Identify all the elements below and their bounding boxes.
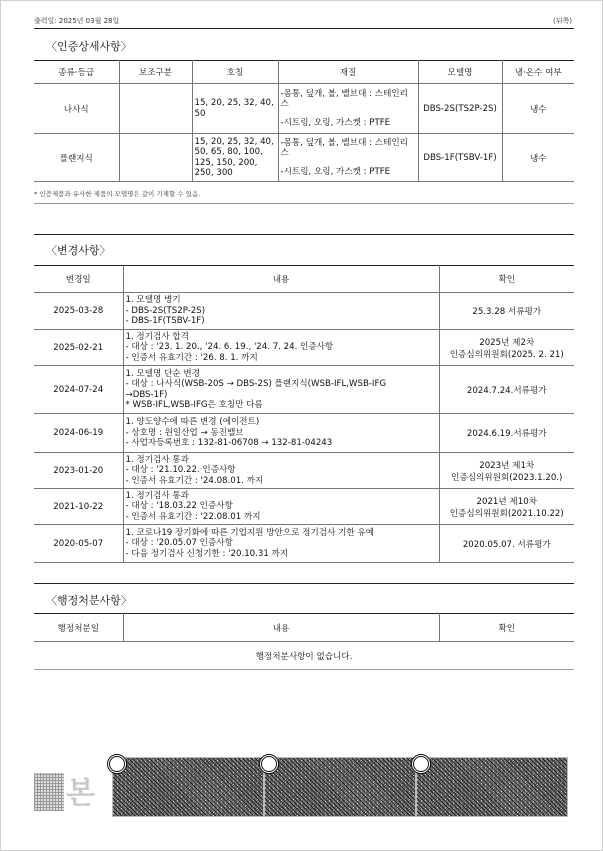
- change-line: - 다음 정기검사 신청기한 : '20.10.31 까지: [125, 548, 289, 559]
- change-section-title: 〈변경사항〉: [46, 244, 111, 257]
- section-divider: [34, 583, 574, 584]
- security-pattern-mark: [411, 754, 431, 774]
- change-line: 1. 정기검사 합격: [125, 331, 189, 342]
- qr-seal-image: [34, 773, 64, 811]
- col-change-confirm: 확인: [439, 266, 574, 293]
- confirm-line: 인증심의위원회(2021.10.22): [449, 508, 564, 519]
- change-table: [34, 265, 574, 563]
- change-line: 1. 정기검사 통과: [125, 454, 189, 465]
- security-pattern-mark: [107, 754, 127, 774]
- change-confirm: [439, 293, 574, 330]
- change-table-header: [34, 266, 574, 293]
- cert-table-header: [34, 61, 574, 84]
- material-body: -몸통, 덮개, 볼, 밸브대 : 스테인리스: [280, 137, 408, 159]
- cert-section-title: 〈인증상세사항〉: [46, 40, 132, 53]
- cert-sub: [119, 84, 192, 134]
- table-row: [34, 293, 574, 330]
- change-confirm: [439, 489, 574, 525]
- admin-table: [34, 613, 574, 642]
- admin-empty-message: 행정처분사항이 없습니다.: [255, 652, 353, 662]
- confirm-line: 2024.7.24.서류평가: [466, 385, 547, 396]
- change-date: 2024-07-24: [34, 366, 123, 414]
- change-line: - DBS-1F(TSBV-1F): [125, 316, 205, 327]
- original-watermark: 본: [66, 776, 95, 811]
- change-content: [123, 525, 439, 563]
- table-row: [34, 489, 574, 525]
- table-row: [34, 134, 574, 182]
- admin-section-title: 〈행정처분사항〉: [46, 594, 132, 607]
- table-row: [34, 453, 574, 489]
- section-divider: [34, 234, 574, 235]
- change-date: 2020-05-07: [34, 525, 123, 563]
- confirm-line: 인증심의위원회(2025. 2. 21): [449, 349, 564, 360]
- cert-note: * 인증제품과 유사한 제품의 모델명은 같이 기재할 수 있음.: [34, 190, 201, 198]
- change-line: - 대상 : '23. 1. 20., '24. 6. 19., '24. 7. 24. 인증사항: [125, 342, 334, 353]
- change-line: 1. 코로나19 장기화에 따른 기업지원 방안으로 정기검사 기한 유예: [125, 527, 375, 538]
- material-seal: -시트링, 오링, 가스켓 : PTFE: [280, 117, 391, 128]
- change-line: - 인증서 유효기간 : '22.08.01 까지: [125, 511, 261, 522]
- cert-model: DBS-2S(TS2P-2S): [418, 84, 502, 134]
- col-sub: 보조구분: [119, 61, 192, 84]
- col-model: 모델명: [418, 61, 502, 84]
- change-line: * WSB-IFL,WSB-IFG은 호칭만 다름: [125, 400, 263, 410]
- col-admin-date: 행정처분일: [34, 614, 123, 642]
- change-line: →DBS-1F): [125, 389, 168, 400]
- print-date: 출력일: 2025년 03월 28일: [34, 17, 120, 25]
- change-confirm: [439, 330, 574, 366]
- table-row: [34, 525, 574, 563]
- cert-water: 냉수: [502, 134, 574, 182]
- change-date: 2025-03-28: [34, 293, 123, 330]
- change-date: 2024-06-19: [34, 414, 123, 453]
- cert-water: 냉수: [502, 84, 574, 134]
- change-line: - 대상 : '21.10.22. 인증사항: [125, 465, 236, 476]
- security-pattern-mark: [259, 754, 279, 774]
- material-body: -몸통, 덮개, 볼, 밸브대 : 스테인리스: [280, 88, 408, 110]
- table-row: [34, 366, 574, 414]
- confirm-line: 인증심의위원회(2023.1.20.): [451, 472, 563, 483]
- table-row: [34, 330, 574, 366]
- col-admin-content: 내용: [123, 614, 439, 642]
- cert-size: 15, 20, 25, 32, 40, 50: [192, 84, 278, 134]
- col-change-content: 내용: [123, 266, 439, 293]
- col-water: 냉·온수 여부: [502, 61, 574, 84]
- header-divider: [34, 28, 574, 29]
- change-date: 2025-02-21: [34, 330, 123, 366]
- col-change-date: 변경일: [34, 266, 123, 293]
- change-confirm: [439, 414, 574, 453]
- change-line: - 상호명 : 원일산업 → 동진밸브: [125, 427, 244, 438]
- confirm-line: 2024.6.19.서류평가: [466, 429, 547, 439]
- cert-type: 나사식: [34, 84, 119, 134]
- change-line: - 대상 : '20.05.07 인증사항: [125, 538, 233, 549]
- change-line: - 사업자등록번호 : 132-81-06708 → 132-81-04243: [125, 438, 333, 449]
- table-row: [34, 414, 574, 453]
- table-row: [34, 84, 574, 134]
- cert-material: [278, 134, 418, 182]
- change-line: 1. 정기검사 통과: [125, 490, 189, 501]
- cert-size: 15, 20, 25, 32, 40, 50, 65, 80, 100, 125, 150, 200, 250, 300: [192, 134, 278, 182]
- confirm-line: 2020.05.07. 서류평가: [462, 539, 551, 550]
- change-line: - DBS-2S(TS2P-2S): [125, 305, 206, 316]
- admin-table-header: [34, 614, 574, 642]
- cert-sub: [119, 134, 192, 182]
- material-seal: -시트링, 오링, 가스켓 : PTFE: [280, 166, 391, 177]
- cert-model: DBS-1F(TSBV-1F): [418, 134, 502, 182]
- change-content: [123, 453, 439, 489]
- col-material: 재질: [278, 61, 418, 84]
- change-content: [123, 489, 439, 525]
- security-pattern: [112, 757, 264, 817]
- change-line: - 대상 : '18.03.22 인증사항: [125, 501, 233, 512]
- col-admin-confirm: 확인: [439, 614, 574, 642]
- confirm-line: 2023년 제1차: [479, 460, 535, 471]
- page-side-label: (뒤쪽): [553, 17, 572, 25]
- change-line: - 대상 : 나사식(WSB-20S → DBS-2S) 플랜지식(WSB-IFL,WSB-IFG: [125, 379, 387, 389]
- security-pattern: [416, 757, 568, 817]
- change-line: - 인증서 유효기간 : '26. 8. 1. 까지: [125, 352, 258, 363]
- cert-table: [34, 60, 574, 182]
- cert-type: 플랜지식: [34, 134, 119, 182]
- change-content: [123, 330, 439, 366]
- change-line: 1. 모델명 단순 변경: [125, 368, 201, 379]
- confirm-line: 2025년 제2차: [479, 337, 535, 348]
- cert-note-divider: [34, 203, 574, 204]
- col-type: 종류·등급: [34, 61, 119, 84]
- security-pattern: [264, 757, 416, 817]
- confirm-line: 25.3.28 서류평가: [472, 307, 542, 317]
- cert-material: [278, 84, 418, 134]
- change-content: [123, 293, 439, 330]
- col-size: 호칭: [192, 61, 278, 84]
- change-confirm: [439, 525, 574, 563]
- change-line: 1. 모델명 병기: [125, 295, 181, 306]
- change-content: [123, 366, 439, 414]
- admin-bottom-divider: [34, 669, 574, 670]
- change-date: 2021-10-22: [34, 489, 123, 525]
- change-line: 1. 양도양수에 따른 변경 (에이전트): [125, 417, 260, 428]
- change-confirm: [439, 453, 574, 489]
- change-date: 2023-01-20: [34, 453, 123, 489]
- change-line: - 인증서 유효기간 : '24.08.01. 까지: [125, 475, 264, 486]
- change-content: [123, 414, 439, 453]
- confirm-line: 2021년 제10차: [476, 496, 537, 507]
- change-confirm: [439, 366, 574, 414]
